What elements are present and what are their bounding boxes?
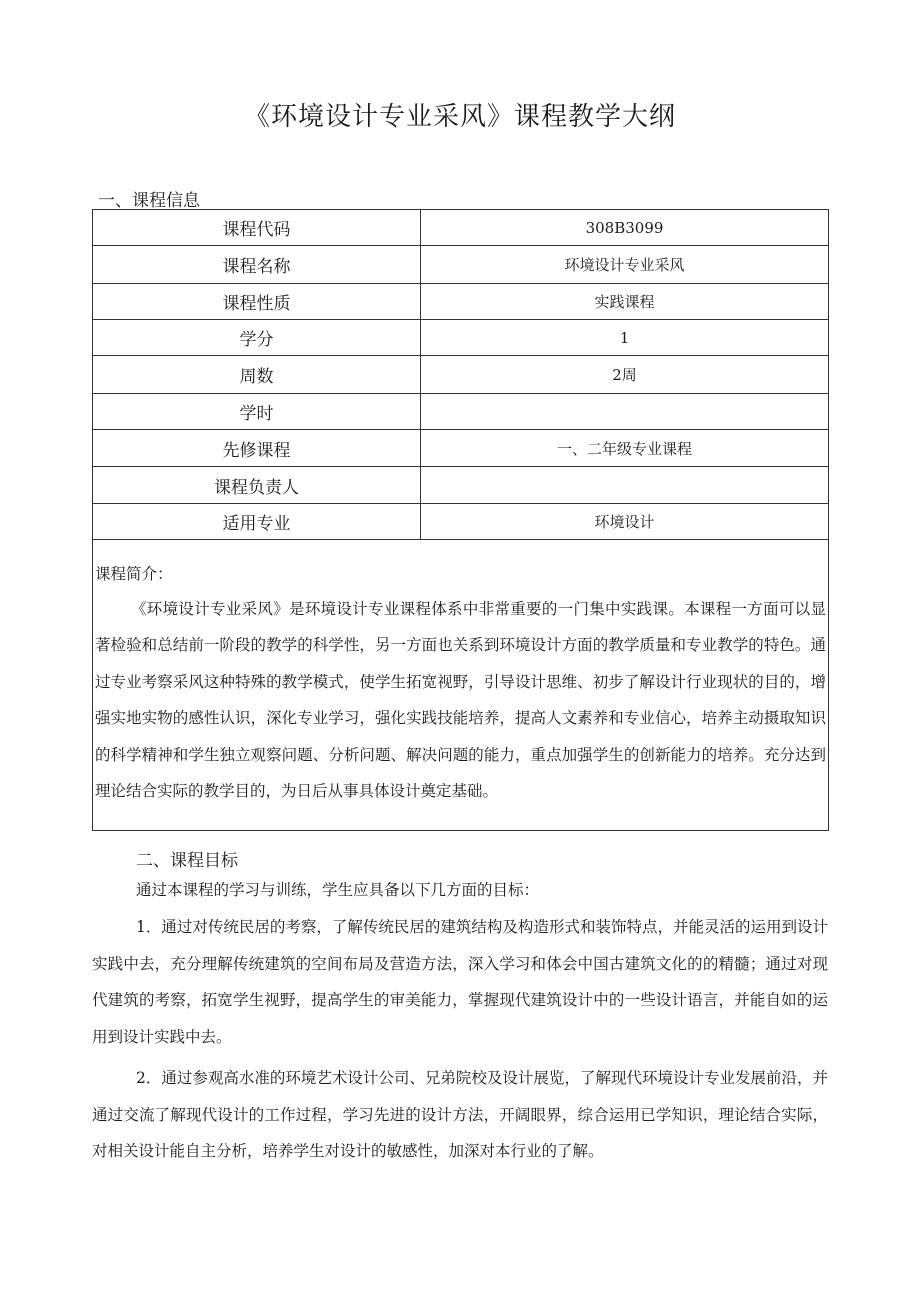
row-label: 学时	[93, 394, 421, 430]
row-label: 课程负责人	[93, 467, 421, 504]
section-heading-course-info: 一、课程信息	[98, 191, 200, 211]
document-title: 《环境设计专业采风》课程教学大纲	[243, 102, 676, 132]
row-value: 一、二年级专业课程	[421, 430, 829, 467]
course-intro-cell	[93, 540, 829, 831]
row-label: 适用专业	[93, 504, 421, 540]
row-value: 1	[421, 320, 829, 356]
goal-item-2: 2．通过参观高水准的环境艺术设计公司、兄弟院校及设计展览，了解现代环境设计专业发展前沿，并通过交流了解现代设计的工作过程，学习先进的设计方法，开阔眼界，综合运用已学知识，理论结合实际，对相关设计能自主分析，培养学生对设计的敏感性，加深对本行业的了解。	[92, 1069, 828, 1160]
table-row	[93, 246, 829, 284]
goals-intro-paragraph: 通过本课程的学习与训练，学生应具备以下几方面的目标：	[136, 881, 540, 899]
row-label: 周数	[93, 356, 421, 394]
table-row	[93, 320, 829, 356]
row-value: 实践课程	[421, 284, 829, 320]
table-row	[93, 210, 829, 246]
row-label: 课程名称	[93, 246, 421, 284]
table-row	[93, 394, 829, 430]
row-value	[421, 394, 829, 430]
row-value: 308B3099	[421, 210, 829, 246]
course-info-table	[92, 209, 829, 831]
course-intro-text: 《环境设计专业采风》是环境设计专业课程体系中非常重要的一门集中实践课。本课程一方面可以显著检验和总结前一阶段的教学的科学性，另一方面也关系到环境设计方面的教学质量和专业教学的特色。通过专业考察采风这种特殊的教学模式，使学生拓宽视野，引导设计思维、初步了解设计行业现状的目的，增强实地实物的感性认识，深化专业学习，强化实践技能培养，提高人文素养和专业信心，培养主动摄取知识的科学精神和学生独立观察问题、分析问题、解决问题的能力，重点加强学生的创新能力的培养。充分达到理论结合实际的教学目的，为日后从事具体设计奠定基础。	[95, 599, 826, 800]
table-row	[93, 356, 829, 394]
table-row	[93, 430, 829, 467]
row-value: 2周	[421, 356, 829, 394]
row-value	[421, 467, 829, 504]
section-heading-course-goals: 二、课程目标	[136, 851, 238, 871]
row-value: 环境设计	[421, 504, 829, 540]
table-row	[93, 504, 829, 540]
table-row	[93, 284, 829, 320]
row-value: 环境设计专业采风	[421, 246, 829, 284]
goal-item-1: 1．通过对传统民居的考察，了解传统民居的建筑结构及构造形式和装饰特点，并能灵活的运用到设计实践中去，充分理解传统建筑的空间布局及营造方法，深入学习和体会中国古建筑文化的的精髓；通过对现代建筑的考察，拓宽学生视野，提高学生的审美能力，掌握现代建筑设计中的一些设计语言，并能自如的运用到设计实践中去。	[92, 918, 828, 1046]
row-label: 学分	[93, 320, 421, 356]
course-intro-row	[93, 540, 829, 831]
row-label: 课程性质	[93, 284, 421, 320]
row-label: 先修课程	[93, 430, 421, 467]
course-intro-label: 课程简介：	[95, 564, 173, 583]
table-row	[93, 467, 829, 504]
row-label: 课程代码	[93, 210, 421, 246]
